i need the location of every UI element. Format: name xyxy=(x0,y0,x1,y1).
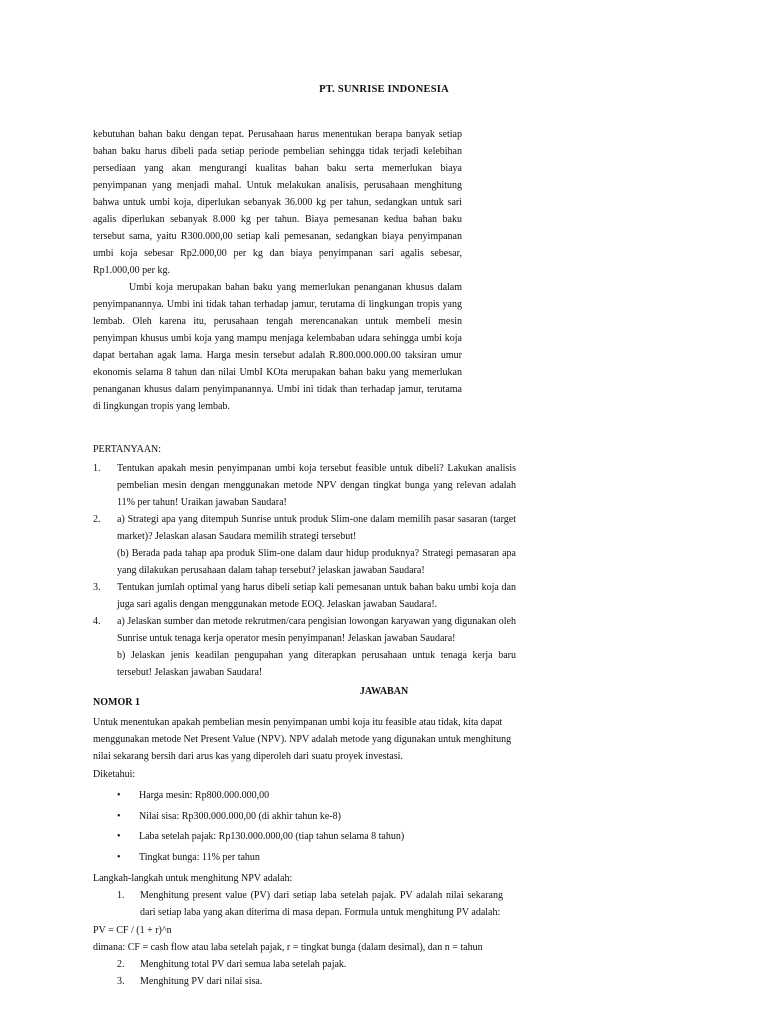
step-number: 2. xyxy=(117,959,125,971)
steps-list xyxy=(93,956,513,990)
bullet-icon: • xyxy=(117,852,121,864)
question-text: (b) Berada pada tahap apa produk Slim-one dalam daur hidup produknya? Strategi pemasaran apa yang dilakukan perusahaan dalam tahap tersebut? jelaskan jawaban Saudara! xyxy=(117,548,516,576)
intro-text xyxy=(93,126,462,415)
steps-list xyxy=(93,887,513,921)
list-item xyxy=(93,828,513,845)
step-text: Menghitung PV dari nilai sisa. xyxy=(140,976,263,988)
question-item xyxy=(93,613,516,681)
bullet-icon: • xyxy=(117,789,121,801)
answer-heading xyxy=(0,686,768,697)
known-label: Diketahui: xyxy=(93,768,136,780)
list-item xyxy=(93,787,513,804)
known-list xyxy=(93,787,513,867)
list-item xyxy=(93,973,513,990)
bullet-icon: • xyxy=(117,810,121,822)
intro-paragraph: kebutuhan bahan baku dengan tepat. Perusahaan harus menentukan berapa banyak setiap bahan baku harus dibeli pada setiap periode pembelian sehingga tidak terjadi kelebihan persediaan yang akan mengurangi kualitas bahan baku serta memerlukan biaya penyimpanan yang menjadi mahal. Untuk melakukan analisis, perusahaan menghitung bahwa untuk umbi koja, diperlukan sebanyak 36.000 kg per tahun, sedangkan untuk sari agalis diperlukan sebanyak 8.000 kg per tahun. Biaya pemesanan kedua bahan baku tersebut sama, yaitu R300.000,00 setiap kali pemesanan, sedangkan biaya penyimpanan umbi koja sebesar Rp2.000,00 per kg dan biaya penyimpanan sari agalis sebesar, Rp1.000,00 per kg. xyxy=(93,129,462,276)
step-text: Menghitung present value (PV) dari setiap laba setelah pajak. PV adalah nilai sekarang dari setiap laba yang akan diterima di masa depan. Formula untuk menghitung PV adalah: xyxy=(140,890,503,919)
answer-intro: Untuk menentukan apakah pembelian mesin penyimpanan umbi koja itu feasible atau tidak, kita dapat menggunakan metode Net Present Value (NPV). NPV adalah metode yang digunakan untuk menghitung nilai sekarang bersih dari arus kas yang diperoleh dari suatu proyek investasi. xyxy=(93,717,512,763)
answer-heading-text: JAWABAN xyxy=(359,686,409,697)
formula: PV = CF / (1 + r)^n xyxy=(93,924,172,936)
answer-body xyxy=(93,714,513,990)
list-item xyxy=(93,849,513,866)
question-number: 1. xyxy=(93,463,101,474)
intro-paragraph: Umbi koja merupakan bahan baku yang memerlukan penanganan khusus dalam penyimpanannya. Umbi ini tidak tahan terhadap jamur, terutama di lingkungan tropis yang lembab. Oleh karena itu, perusahaan tengah merencanakan untuk membeli mesin penyimpan khusus umbi koja yang mampu menjaga kelembaban udara sehingga umbi koja dapat bertahan agak lama. Harga mesin tersebut adalah R.800.000.000.00 taksiran umur ekonomis selama 8 tahun dan nilai UmbI KOta merupakan bahan baku yang memerlukan penanganan khusus dalam penyimpanannya. Umbi ini tidak than terhadap jamur, terutama di lingkungan tropis yang lembab. xyxy=(93,282,462,412)
questions-heading: PERTANYAAN: xyxy=(93,444,162,455)
document-title: PT. SUNRISE INDONESIA xyxy=(319,84,449,95)
question-text: a) Jelaskan sumber dan metode rekrutmen/cara pengisian lowongan karyawan yang digunakan oleh Sunrise untuk tenaga kerja operator mesin penyimpanan! Jelaskan jawaban Saudara! xyxy=(117,616,516,644)
step-number: 3. xyxy=(117,976,125,988)
question-text: a) Strategi apa yang ditempuh Sunrise untuk produk Slim-one dalam memilih pasar sasaran (target market)? Jelaskan alasan Saudara memilih strategi tersebut! xyxy=(117,514,516,542)
question-text: Tentukan apakah mesin penyimpanan umbi koja tersebut feasible untuk dibeli? Lakukan analisis pembelian mesin dengan menggunakan metode NPV dengan tingkat bunga yang relevan adalah 11% per tahun! Uraikan jawaban Saudara! xyxy=(117,463,516,508)
known-item-text: Tingkat bunga: 11% per tahun xyxy=(139,852,260,864)
known-item-text: Harga mesin: Rp800.000.000,00 xyxy=(139,789,270,801)
known-item-text: Laba setelah pajak: Rp130.000.000,00 (tiap tahun selama 8 tahun) xyxy=(139,831,405,843)
steps-label: Langkah-langkah untuk menghitung NPV adalah: xyxy=(93,873,293,884)
formula-explanation: dimana: CF = cash flow atau laba setelah pajak, r = tingkat bunga (dalam desimal), dan n = tahun xyxy=(93,941,483,953)
question-item xyxy=(93,511,516,579)
known-item-text: Nilai sisa: Rp300.000.000,00 (di akhir tahun ke-8) xyxy=(139,810,341,822)
question-text: Tentukan jumlah optimal yang harus dibeli setiap kali pemesanan untuk bahan baku umbi koja dan juga sari agalis dengan menggunakan metode EOQ. Jelaskan jawaban Saudara!. xyxy=(117,582,516,610)
step-text: Menghitung total PV dari semua laba setelah pajak. xyxy=(140,959,347,971)
question-number: 4. xyxy=(93,616,101,627)
list-item xyxy=(93,887,513,921)
answer-section-label: NOMOR 1 xyxy=(93,697,140,708)
questions-list xyxy=(93,460,516,681)
list-item xyxy=(93,808,513,825)
question-number: 2. xyxy=(93,514,101,525)
step-number: 1. xyxy=(117,890,125,902)
question-item xyxy=(93,460,516,511)
list-item xyxy=(93,956,513,973)
bullet-icon: • xyxy=(117,831,121,843)
question-text: b) Jelaskan jenis keadilan pengupahan yang diterapkan perusahaan untuk tenaga kerja baru tersebut! Jelaskan jawaban Saudara! xyxy=(117,650,516,678)
question-item xyxy=(93,579,516,613)
question-number: 3. xyxy=(93,582,101,593)
